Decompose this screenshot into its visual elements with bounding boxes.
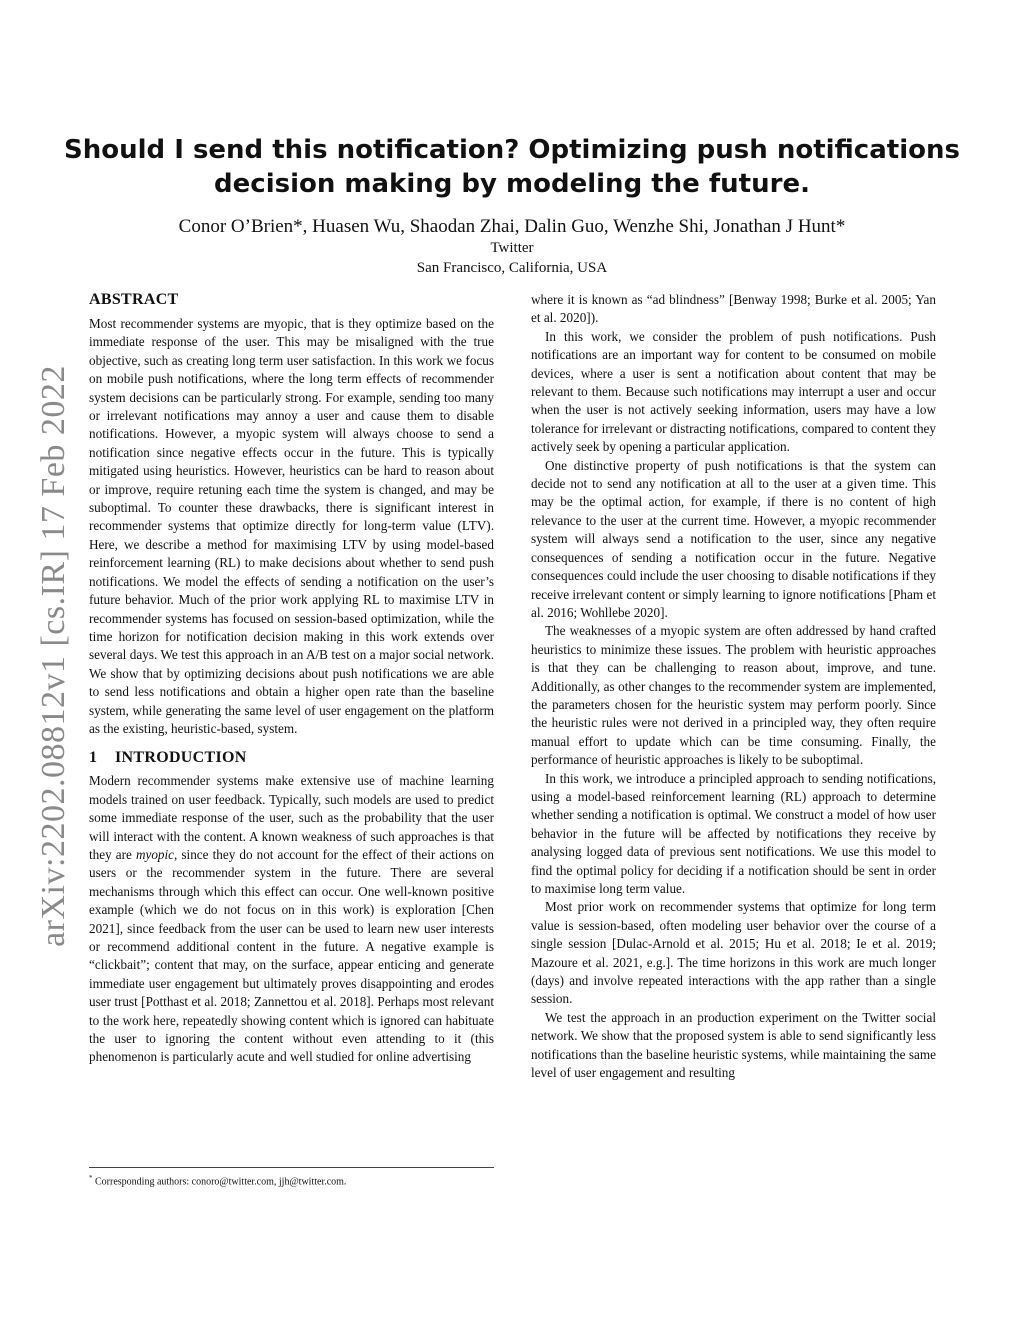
section-number: 1 [89, 749, 98, 767]
paper-title-line-2: decision making by modeling the future. [214, 169, 810, 199]
intro-paragraph-6: Most prior work on recommender systems that optimize for long term value is session-based, often modeling user behavior over the course of a single session [Dulac-Arnold et al. 2015; Hu et al. 2018; Ie et al. 2019; Mazoure et al. 2021, e.g.]. The time horizons in this work are much longer (days) and involve repeated interactions with the app rather than a single session. [531, 899, 936, 1007]
footnote [89, 1172, 494, 1188]
author-list: Conor O’Brien*, Huasen Wu, Shaodan Zhai, Dalin Guo, Wenzhe Shi, Jonathan J Hunt* [178, 216, 846, 237]
arxiv-identifier-watermark: arXiv:2202.08812v1 [cs.IR] 17 Feb 2022 [35, 365, 72, 947]
affiliation: Twitter [490, 240, 534, 256]
paper-title-line-1: Should I send this notification? Optimizing push notifications [64, 135, 960, 165]
footnote-divider [89, 1167, 494, 1168]
intro-paragraph-3: One distinctive property of push notifications is that the system can decide not to send any notification at all to the user at a given time. This may be the optimal action, for example, if there is no content of high relevance to the user at the current time. However, a myopic recommender system will always send a notification to the user, since any negative consequences of sending a notification occur in the future. Negative consequences could include the user choosing to disable notifications if they receive irrelevant content or simply learning to ignore notifications [Pham et al. 2016; Wohllebe 2020]. [531, 457, 936, 620]
intro-paragraph-4: The weaknesses of a myopic system are often addressed by hand crafted heuristics to minimize these issues. The problem with heuristic approaches is that they can be challenging to reason about, improve, and tune. Additionally, as other changes to the recommender system are implemented, the parameters chosen for the heuristic system may perform poorly. Since the heuristic rules were not derived in a principled way, they often require manual effort to update which can be time consuming. Finally, the performance of heuristic approaches is likely to be suboptimal. [531, 623, 936, 768]
footnote-text: Corresponding authors: conoro@twitter.com, jjh@twitter.com. [95, 1176, 347, 1188]
introduction-heading [89, 748, 494, 768]
left-column [89, 290, 494, 1067]
intro-paragraph-2: In this work, we consider the problem of push notifications. Push notifications are an important way for content to be consumed on mobile devices, where a user is sent a notification about content that may be relevant to them. Because such notifications may interrupt a user and occur when the user is not actively seeking information, users may have a low tolerance for irrelevant or distracting notifications, compared to content they actively seek by opening a particular application. [531, 328, 936, 455]
affiliation-location: San Francisco, California, USA [416, 260, 608, 276]
abstract-heading: ABSTRACT [89, 291, 179, 308]
intro-paragraph-5: In this work, we introduce a principled approach to sending notifications, using a model-based reinforcement learning (RL) approach to determine whether sending a notification is optimal. We construct a model of how user behavior in the future will be affected by notifications they receive by analysing logged data of previous sent notifications. We use this model to find the optimal policy for deciding if a notification should be sent in order to maximise long term value. [531, 770, 936, 896]
right-column [531, 291, 936, 1082]
intro-paragraph-1-text-cont: , since they do not account for the effect of their actions on users or the recommender system in the future. There are several mechanisms through which this effect can occur. One well-known positive example (which we do not focus on in this work) is exploration [Chen 2021], since feedback from the user can be used to learn new user interests or recommend additional content in the future. A negative example is “clickbait”; content that may, on the surface, appear enticing and generate immediate user engagement but ultimately proves disappointing and erodes user trust [Potthast et al. 2018; Zannettou et al. 2018]. Perhaps most relevant to the work here, repeatedly showing content which is ignored can habituate the user to ignoring the content without even attending to it (this phenomenon is particularly acute and well studied for online advertising [89, 846, 494, 1065]
intro-paragraph-1 [89, 772, 494, 1067]
intro-paragraph-1-continued: where it is known as “ad blindness” [Benway 1998; Burke et al. 2005; Yan et al. 2020]). [531, 292, 936, 326]
footnote-mark: * [89, 1174, 93, 1182]
paper-title [60, 133, 964, 201]
section-title: INTRODUCTION [115, 749, 247, 767]
abstract-text: Most recommender systems are myopic, that is they optimize based on the immediate response of the user. This may be misaligned with the true objective, such as creating long term user satisfaction. In this work we focus on mobile push notifications, where the long term effects of recommender system decisions can be particularly strong. For example, sending too many or irrelevant notifications may annoy a user and cause them to disable notifications. However, a myopic system will always choose to send a notification since negative effects occur in the future. This is typically mitigated using heuristics. However, heuristics can be hard to reason about or improve, require retuning each time the system is changed, and may be suboptimal. To counter these drawbacks, there is significant interest in recommender systems that optimize directly for long-term value (LTV). Here, we describe a method for maximising LTV by using model-based reinforcement learning (RL) to make decisions about whether to send push notifications. We model the effects of sending a notification on the user’s future behavior. Much of the prior work applying RL to maximise LTV in recommender systems has focused on session-based optimization, while the time horizon for notification decision making in this work extends over several days. We test this approach in an A/B test on a major social network. We show that by optimizing decisions about push notifications we are able to send less notifications and obtain a higher open rate than the baseline system, while generating the same level of user engagement on the platform as the existing, heuristic-based, system. [89, 316, 494, 736]
emphasis-myopic: myopic [135, 846, 175, 862]
intro-paragraph-1-text: Modern recommender systems make extensive use of machine learning models trained on user feedback. Typically, such models are used to predict some immediate response of the user, such as the probability that the user will interact with the content. A known weakness of such approaches is that they are [89, 773, 494, 862]
intro-paragraph-7: We test the approach in an production experiment on the Twitter social network. We show that the proposed system is able to send significantly less notifications than the baseline heuristic systems, while maintaining the same level of user engagement and resulting [531, 1009, 936, 1081]
